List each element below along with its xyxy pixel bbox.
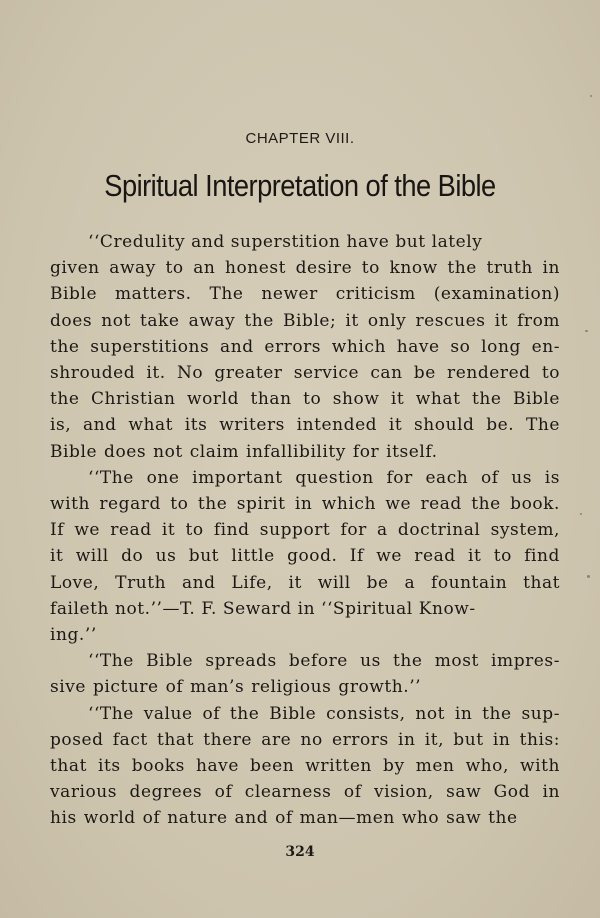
paragraph	[50, 229, 560, 465]
paper-speck	[585, 330, 588, 332]
text-line: it will do us but little good. If we read it to find	[50, 546, 560, 567]
text-line: the superstitions and errors which have so long en-	[50, 336, 561, 357]
chapter-heading: CHAPTER VIII.	[245, 130, 355, 147]
text-line: ‘‘Credulity and superstition have but lately	[88, 232, 483, 252]
body-text	[50, 229, 560, 832]
text-line: the Christian world than to show it what the Bible	[50, 389, 561, 410]
text-line: given away to an honest desire to know the truth in	[50, 258, 560, 279]
text-line: ‘‘The Bible spreads before us the most impres-	[88, 651, 560, 672]
chapter-title: Spiritual Interpretation of the Bible	[104, 168, 496, 203]
text-line: faileth not.’’—T. F. Seward in ‘‘Spiritual Know-	[50, 598, 476, 619]
text-line: Bible matters. The newer criticism (examination)	[50, 284, 561, 305]
text-line: ‘‘The value of the Bible consists, not in the sup-	[88, 703, 560, 724]
paragraph	[50, 465, 560, 648]
paragraph	[50, 701, 560, 832]
text-line: posed fact that there are no errors in it, but in this:	[50, 729, 561, 750]
paragraph	[50, 648, 560, 700]
paper-speck	[587, 575, 590, 578]
page-number: 324	[285, 844, 315, 860]
text-line: with regard to the spirit in which we read the book.	[50, 494, 560, 515]
text-line: ing.’’	[50, 625, 97, 646]
text-line: does not take away the Bible; it only rescues it from	[50, 310, 561, 331]
text-line: If we read it to find support for a doctrinal system,	[50, 520, 560, 541]
text-line: sive picture of man’s religious growth.’’	[50, 677, 422, 698]
text-line: Love, Truth and Life, it will be a fountain that	[50, 572, 561, 593]
text-line: is, and what its writers intended it should be. The	[50, 415, 561, 436]
text-line: his world of nature and of man—men who saw the	[50, 808, 518, 829]
paper-speck	[580, 513, 582, 515]
text-line: shrouded it. No greater service can be rendered to	[50, 363, 560, 384]
text-line: Bible does not claim infallibility for itself.	[50, 441, 438, 462]
paper-speck	[590, 95, 592, 97]
text-line: various degrees of clearness of vision, saw God in	[50, 782, 560, 803]
text-line: ‘‘The one important question for each of us is	[88, 467, 560, 488]
text-line: that its books have been written by men who, with	[50, 756, 560, 777]
